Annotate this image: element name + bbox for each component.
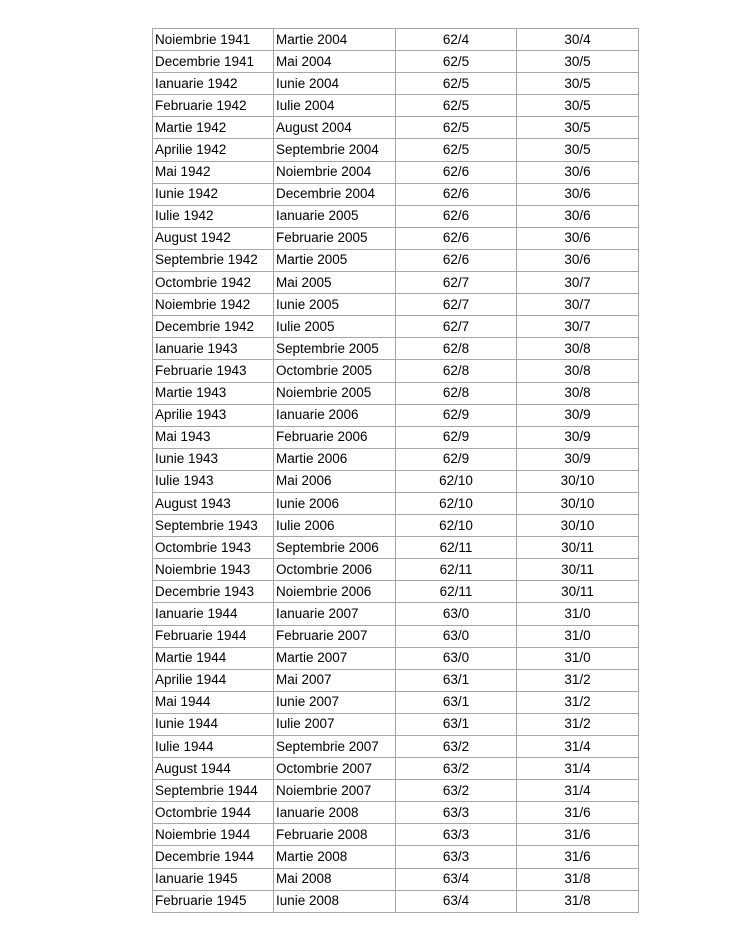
birth-month-cell: Mai 1942 <box>153 161 274 183</box>
retirement-month-cell: Septembrie 2004 <box>274 139 396 161</box>
retirement-month-cell: Mai 2006 <box>274 470 396 492</box>
birth-month-cell: Ianuarie 1945 <box>153 868 274 890</box>
retirement-month-cell: Mai 2008 <box>274 868 396 890</box>
table-row <box>153 382 639 404</box>
contribution-cell: 30/9 <box>517 448 639 470</box>
retirement-month-cell: Septembrie 2007 <box>274 736 396 758</box>
retirement-month-cell: Martie 2007 <box>274 647 396 669</box>
contribution-cell: 31/2 <box>517 713 639 735</box>
retirement-month-cell: Noiembrie 2006 <box>274 581 396 603</box>
table-row <box>153 161 639 183</box>
contribution-cell: 30/5 <box>517 73 639 95</box>
age-cell: 62/11 <box>396 537 517 559</box>
table-row <box>153 95 639 117</box>
table-row <box>153 669 639 691</box>
contribution-cell: 30/10 <box>517 470 639 492</box>
contribution-cell: 30/6 <box>517 161 639 183</box>
table-row <box>153 272 639 294</box>
age-cell: 62/9 <box>396 448 517 470</box>
table-row <box>153 537 639 559</box>
age-cell: 63/1 <box>396 713 517 735</box>
birth-month-cell: August 1943 <box>153 492 274 514</box>
table-row <box>153 868 639 890</box>
contribution-cell: 31/4 <box>517 736 639 758</box>
retirement-month-cell: Iunie 2006 <box>274 492 396 514</box>
retirement-month-cell: Martie 2008 <box>274 846 396 868</box>
table-row <box>153 205 639 227</box>
contribution-cell: 30/10 <box>517 515 639 537</box>
age-cell: 62/5 <box>396 139 517 161</box>
retirement-month-cell: Mai 2007 <box>274 669 396 691</box>
age-cell: 62/8 <box>396 338 517 360</box>
contribution-cell: 30/7 <box>517 272 639 294</box>
age-cell: 62/5 <box>396 117 517 139</box>
birth-month-cell: Octombrie 1942 <box>153 272 274 294</box>
retirement-month-cell: Ianuarie 2006 <box>274 404 396 426</box>
age-cell: 62/11 <box>396 581 517 603</box>
birth-month-cell: Martie 1942 <box>153 117 274 139</box>
retirement-month-cell: Iunie 2007 <box>274 691 396 713</box>
birth-month-cell: Iunie 1942 <box>153 183 274 205</box>
birth-month-cell: Aprilie 1942 <box>153 139 274 161</box>
retirement-month-cell: Iulie 2004 <box>274 95 396 117</box>
birth-month-cell: Octombrie 1944 <box>153 802 274 824</box>
birth-month-cell: Februarie 1943 <box>153 360 274 382</box>
age-cell: 62/5 <box>396 51 517 73</box>
birth-month-cell: Decembrie 1944 <box>153 846 274 868</box>
table-row <box>153 51 639 73</box>
age-cell: 63/3 <box>396 824 517 846</box>
retirement-month-cell: Iulie 2005 <box>274 316 396 338</box>
age-cell: 63/0 <box>396 647 517 669</box>
table-row <box>153 802 639 824</box>
contribution-cell: 31/6 <box>517 824 639 846</box>
birth-month-cell: Aprilie 1943 <box>153 404 274 426</box>
age-cell: 62/8 <box>396 382 517 404</box>
birth-month-cell: Iulie 1943 <box>153 470 274 492</box>
birth-month-cell: Martie 1944 <box>153 647 274 669</box>
contribution-cell: 31/0 <box>517 603 639 625</box>
table-row <box>153 29 639 51</box>
birth-month-cell: Noiembrie 1942 <box>153 294 274 316</box>
table-row <box>153 581 639 603</box>
table-row <box>153 470 639 492</box>
birth-month-cell: Iulie 1944 <box>153 736 274 758</box>
birth-month-cell: Septembrie 1944 <box>153 780 274 802</box>
retirement-month-cell: Noiembrie 2007 <box>274 780 396 802</box>
contribution-cell: 30/10 <box>517 492 639 514</box>
retirement-month-cell: Mai 2005 <box>274 272 396 294</box>
contribution-cell: 31/4 <box>517 780 639 802</box>
contribution-cell: 30/6 <box>517 227 639 249</box>
birth-month-cell: Septembrie 1942 <box>153 249 274 271</box>
birth-month-cell: Ianuarie 1943 <box>153 338 274 360</box>
birth-month-cell: Noiembrie 1944 <box>153 824 274 846</box>
contribution-cell: 30/6 <box>517 205 639 227</box>
data-table <box>152 28 639 913</box>
age-cell: 62/7 <box>396 294 517 316</box>
contribution-cell: 30/6 <box>517 249 639 271</box>
birth-month-cell: Septembrie 1943 <box>153 515 274 537</box>
retirement-month-cell: Februarie 2008 <box>274 824 396 846</box>
contribution-cell: 30/7 <box>517 294 639 316</box>
birth-month-cell: Noiembrie 1941 <box>153 29 274 51</box>
retirement-month-cell: Decembrie 2004 <box>274 183 396 205</box>
birth-month-cell: Februarie 1945 <box>153 890 274 912</box>
age-cell: 62/6 <box>396 249 517 271</box>
retirement-month-cell: Septembrie 2006 <box>274 537 396 559</box>
retirement-month-cell: Iunie 2004 <box>274 73 396 95</box>
birth-month-cell: Mai 1944 <box>153 691 274 713</box>
age-cell: 63/2 <box>396 758 517 780</box>
table-row <box>153 448 639 470</box>
contribution-cell: 30/5 <box>517 51 639 73</box>
table-row <box>153 647 639 669</box>
birth-month-cell: Noiembrie 1943 <box>153 559 274 581</box>
contribution-cell: 31/4 <box>517 758 639 780</box>
table-row <box>153 824 639 846</box>
table-row <box>153 294 639 316</box>
table-row <box>153 758 639 780</box>
birth-month-cell: Martie 1943 <box>153 382 274 404</box>
age-cell: 62/9 <box>396 404 517 426</box>
table-row <box>153 780 639 802</box>
retirement-month-cell: Martie 2004 <box>274 29 396 51</box>
retirement-month-cell: Iunie 2005 <box>274 294 396 316</box>
retirement-month-cell: Ianuarie 2008 <box>274 802 396 824</box>
birth-month-cell: Februarie 1944 <box>153 625 274 647</box>
table-row <box>153 625 639 647</box>
table-row <box>153 890 639 912</box>
birth-month-cell: Decembrie 1941 <box>153 51 274 73</box>
table-row <box>153 338 639 360</box>
retirement-month-cell: Iulie 2006 <box>274 515 396 537</box>
age-cell: 63/3 <box>396 802 517 824</box>
contribution-cell: 31/2 <box>517 669 639 691</box>
age-cell: 62/6 <box>396 205 517 227</box>
age-cell: 62/9 <box>396 426 517 448</box>
table-row <box>153 492 639 514</box>
age-cell: 63/1 <box>396 691 517 713</box>
age-cell: 63/2 <box>396 736 517 758</box>
table-row <box>153 139 639 161</box>
retirement-month-cell: Februarie 2005 <box>274 227 396 249</box>
table-row <box>153 73 639 95</box>
age-cell: 62/8 <box>396 360 517 382</box>
age-cell: 63/3 <box>396 846 517 868</box>
table-row <box>153 559 639 581</box>
age-cell: 63/0 <box>396 603 517 625</box>
contribution-cell: 30/11 <box>517 559 639 581</box>
table-row <box>153 183 639 205</box>
contribution-cell: 30/8 <box>517 360 639 382</box>
table-row <box>153 426 639 448</box>
table-row <box>153 515 639 537</box>
contribution-cell: 30/9 <box>517 404 639 426</box>
age-cell: 62/6 <box>396 227 517 249</box>
birth-month-cell: Decembrie 1942 <box>153 316 274 338</box>
birth-month-cell: August 1944 <box>153 758 274 780</box>
retirement-month-cell: Martie 2005 <box>274 249 396 271</box>
contribution-cell: 31/6 <box>517 802 639 824</box>
birth-month-cell: Iulie 1942 <box>153 205 274 227</box>
table-row <box>153 249 639 271</box>
retirement-month-cell: Septembrie 2005 <box>274 338 396 360</box>
birth-month-cell: Decembrie 1943 <box>153 581 274 603</box>
contribution-cell: 31/0 <box>517 625 639 647</box>
table-body <box>153 29 639 913</box>
retirement-month-cell: Octombrie 2007 <box>274 758 396 780</box>
retirement-month-cell: Octombrie 2005 <box>274 360 396 382</box>
birth-month-cell: Aprilie 1944 <box>153 669 274 691</box>
contribution-cell: 30/7 <box>517 316 639 338</box>
retirement-month-cell: Martie 2006 <box>274 448 396 470</box>
retirement-month-cell: Ianuarie 2007 <box>274 603 396 625</box>
contribution-cell: 30/8 <box>517 382 639 404</box>
birth-month-cell: Mai 1943 <box>153 426 274 448</box>
age-cell: 63/0 <box>396 625 517 647</box>
table-row <box>153 404 639 426</box>
birth-month-cell: Iunie 1943 <box>153 448 274 470</box>
retirement-month-cell: August 2004 <box>274 117 396 139</box>
age-cell: 62/7 <box>396 316 517 338</box>
table-row <box>153 360 639 382</box>
age-cell: 62/4 <box>396 29 517 51</box>
retirement-month-cell: Mai 2004 <box>274 51 396 73</box>
contribution-cell: 31/8 <box>517 890 639 912</box>
contribution-cell: 30/4 <box>517 29 639 51</box>
birth-month-cell: August 1942 <box>153 227 274 249</box>
contribution-cell: 31/8 <box>517 868 639 890</box>
contribution-cell: 31/6 <box>517 846 639 868</box>
age-cell: 63/4 <box>396 890 517 912</box>
contribution-cell: 30/5 <box>517 139 639 161</box>
contribution-cell: 30/9 <box>517 426 639 448</box>
retirement-month-cell: Iulie 2007 <box>274 713 396 735</box>
retirement-month-cell: Ianuarie 2005 <box>274 205 396 227</box>
retirement-month-cell: Februarie 2006 <box>274 426 396 448</box>
table-row <box>153 691 639 713</box>
table-row <box>153 316 639 338</box>
contribution-cell: 30/11 <box>517 537 639 559</box>
table-row <box>153 117 639 139</box>
birth-month-cell: Iunie 1944 <box>153 713 274 735</box>
birth-month-cell: Februarie 1942 <box>153 95 274 117</box>
table-row <box>153 603 639 625</box>
age-cell: 62/5 <box>396 73 517 95</box>
birth-month-cell: Octombrie 1943 <box>153 537 274 559</box>
age-cell: 63/2 <box>396 780 517 802</box>
table-row <box>153 736 639 758</box>
age-cell: 62/5 <box>396 95 517 117</box>
age-cell: 62/10 <box>396 492 517 514</box>
contribution-cell: 31/0 <box>517 647 639 669</box>
retirement-month-cell: Octombrie 2006 <box>274 559 396 581</box>
retirement-month-cell: Iunie 2008 <box>274 890 396 912</box>
age-cell: 62/7 <box>396 272 517 294</box>
table-row <box>153 846 639 868</box>
birth-month-cell: Ianuarie 1942 <box>153 73 274 95</box>
age-cell: 62/10 <box>396 515 517 537</box>
contribution-cell: 31/2 <box>517 691 639 713</box>
table-row <box>153 227 639 249</box>
contribution-cell: 30/8 <box>517 338 639 360</box>
age-cell: 62/11 <box>396 559 517 581</box>
table-row <box>153 713 639 735</box>
retirement-month-cell: Noiembrie 2005 <box>274 382 396 404</box>
retirement-month-cell: Noiembrie 2004 <box>274 161 396 183</box>
age-cell: 62/10 <box>396 470 517 492</box>
age-cell: 62/6 <box>396 161 517 183</box>
contribution-cell: 30/5 <box>517 95 639 117</box>
contribution-cell: 30/11 <box>517 581 639 603</box>
age-cell: 62/6 <box>396 183 517 205</box>
contribution-cell: 30/5 <box>517 117 639 139</box>
retirement-month-cell: Februarie 2007 <box>274 625 396 647</box>
contribution-cell: 30/6 <box>517 183 639 205</box>
birth-month-cell: Ianuarie 1944 <box>153 603 274 625</box>
age-cell: 63/4 <box>396 868 517 890</box>
age-cell: 63/1 <box>396 669 517 691</box>
